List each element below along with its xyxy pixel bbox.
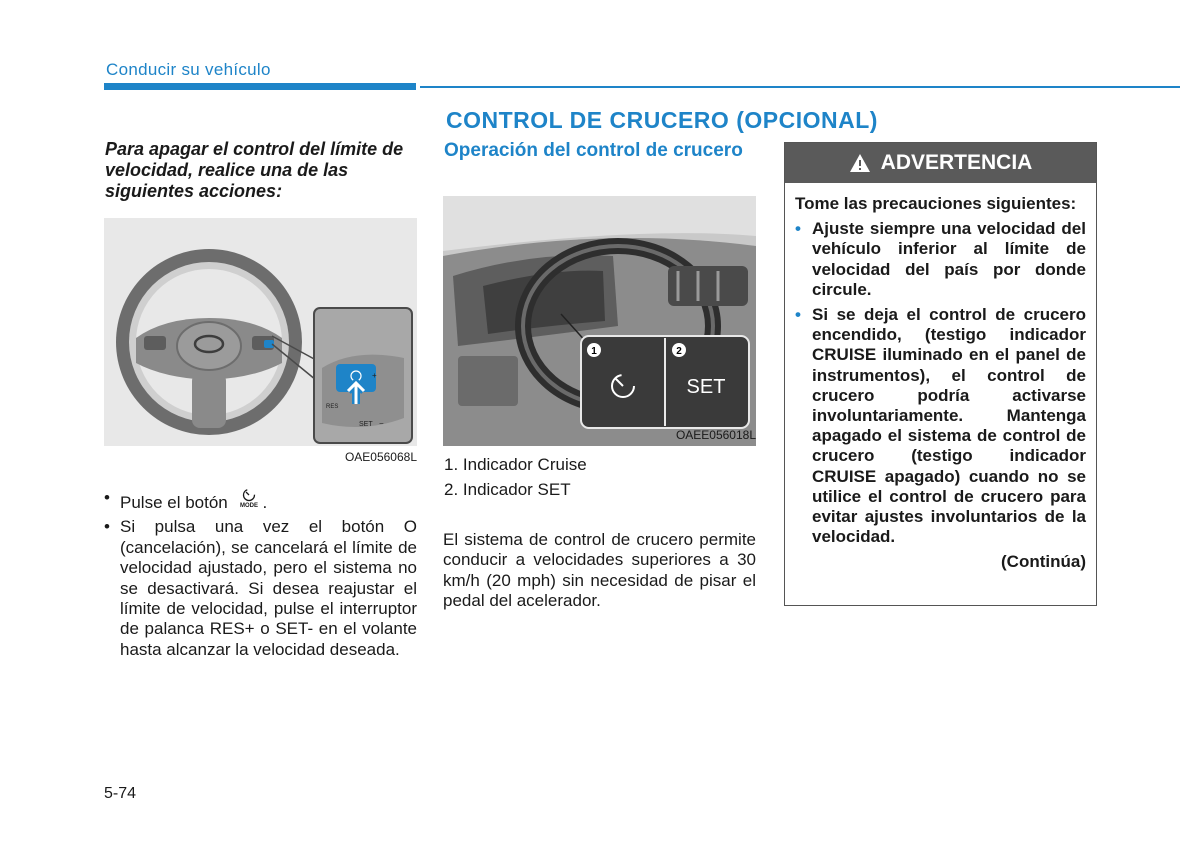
page-number: 5-74 <box>104 785 137 802</box>
callout-number-2: 2 <box>676 346 682 357</box>
list-item: • Si pulsa una vez el botón O (cancelación), se cancelará el límite de velocidad ajustado, pero el sistema no se desactivará. Si desea reajustar el límite de velocidad, pulse el interruptor de palanca RES+ o SET- en el volante hasta alcanzar la velocidad deseada. <box>104 517 417 660</box>
svg-text:−: − <box>379 419 384 428</box>
section-title: Conducir su vehículo <box>106 60 271 79</box>
svg-text:+: + <box>372 371 377 380</box>
lead-text: Para apagar el control del límite de velocidad, realice una de las siguientes acciones: <box>105 139 404 201</box>
list-item <box>104 488 417 513</box>
figure-code-middle: OAEE056018L <box>675 428 756 442</box>
callout-number-1: 1 <box>591 346 597 357</box>
bullet-suffix: . <box>262 493 268 512</box>
continues-label: (Continúa) <box>1001 552 1086 572</box>
warning-heading: ADVERTENCIA <box>880 151 1033 174</box>
warning-intro: Tome las precauciones siguientes: <box>795 194 1077 213</box>
warning-list <box>795 219 1086 547</box>
page-title: CONTROL DE CRUCERO (OPCIONAL) <box>446 107 878 133</box>
dashboard-figure <box>443 196 756 446</box>
cruise-mode-icon <box>236 488 262 513</box>
warning-triangle-icon <box>849 153 871 173</box>
cruise-description: El sistema de control de crucero permite conducir a velocidades superiores a 30 km/h (20 mph) sin necesidad de pisar el pedal del acelerador. <box>443 530 756 610</box>
warning-header <box>785 143 1096 183</box>
warning-body <box>795 194 1086 573</box>
indicator-item-1: 1. Indicador Cruise <box>444 455 587 474</box>
mode-label: MODE <box>240 503 259 508</box>
set-label: SET <box>359 421 373 428</box>
warning-box <box>784 142 1097 606</box>
subsection-title: Operación del control de crucero <box>444 140 743 161</box>
bullet-text: Pulse el botón <box>120 493 228 512</box>
res-label: RES <box>326 404 339 410</box>
header-rule-thick <box>104 83 416 90</box>
warning-item: • Si se deja el control de crucero encendido, (testigo indicador CRUISE iluminado en el panel de instrumentos), el control de crucero podría activarse involuntariamente. Mantenga apagado el sistema de control de crucero (testigo indicador CRUISE apagado) cuando no se utilice el control de crucero para evitar ajustes involuntarios de la velocidad. <box>795 305 1086 547</box>
indicator-item-2: 2. Indicador SET <box>444 480 571 499</box>
warning-item: • Ajuste siempre una velocidad del vehículo inferior al límite de velocidad del país por donde circule. <box>795 219 1086 300</box>
set-indicator-label: SET <box>686 376 726 398</box>
figure-code-left: OAE056068L <box>344 450 417 464</box>
steering-wheel-figure <box>104 218 417 446</box>
steering-wheel-illustration <box>104 218 417 446</box>
dashboard-illustration <box>443 196 756 446</box>
header-rule-thin <box>420 86 1180 88</box>
indicator-list <box>444 452 587 502</box>
left-bullet-list <box>104 488 417 664</box>
